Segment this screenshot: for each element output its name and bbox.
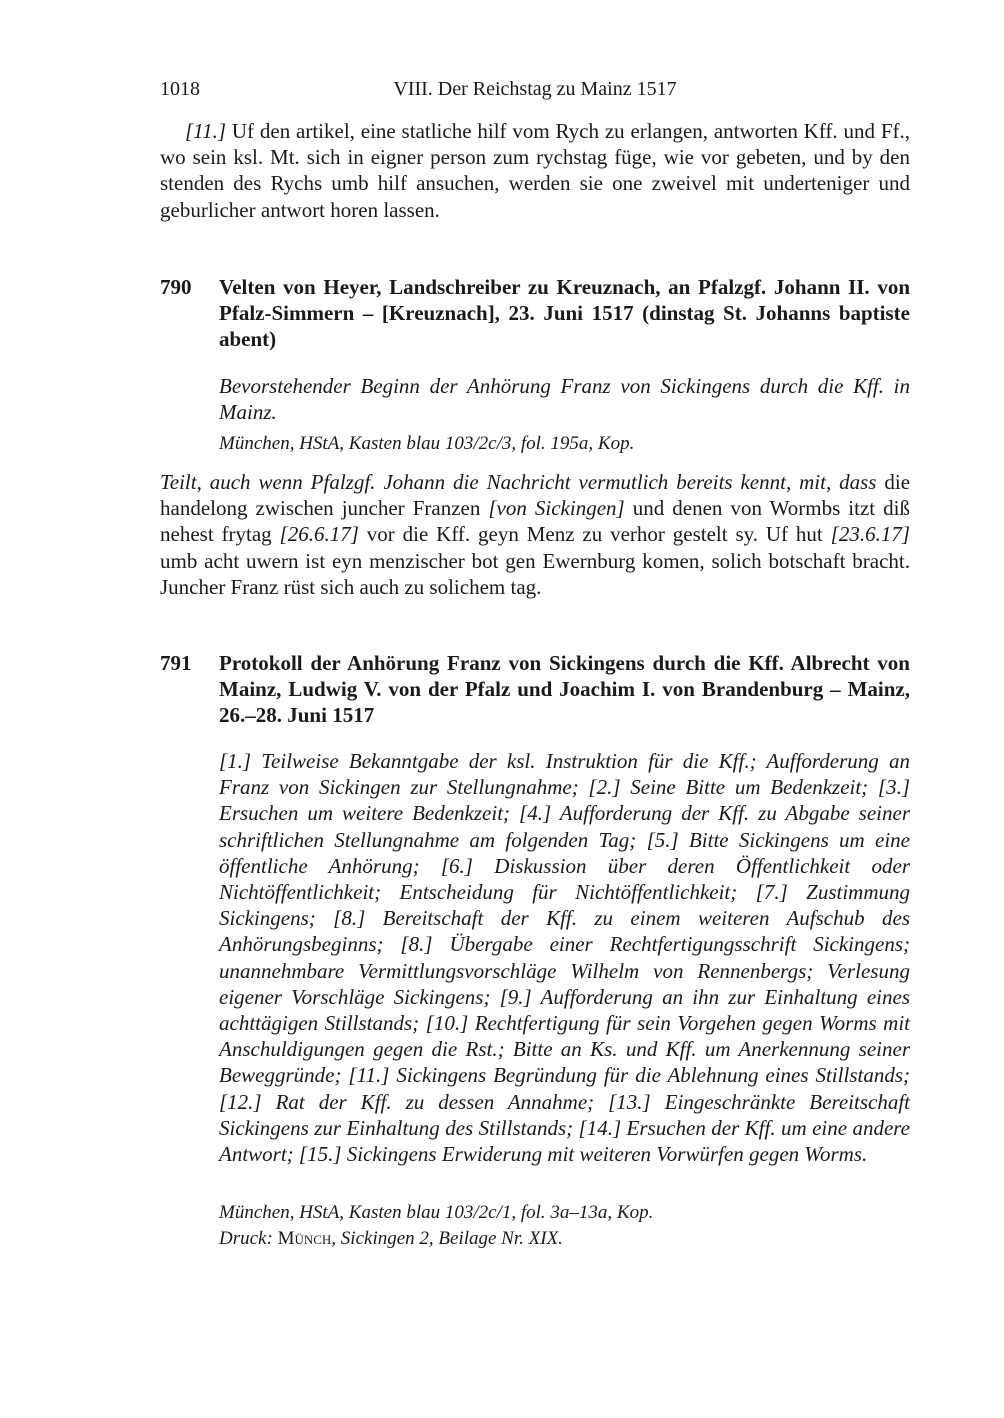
doc-title: Protokoll der Anhörung Franz von Sickingens durch die Kff. Albrecht von Mainz, Ludwig V. von der Pfalz und Joachim I. von Brandenburg – Mainz, 26.–28. Juni 1517	[219, 651, 910, 728]
text-run: und denen von Wormbs itzt diß nehest frytag	[160, 496, 911, 547]
doc-790-body	[160, 469, 910, 600]
paragraph-marker: [11.]	[185, 119, 227, 143]
doc-790-source: München, HStA, Kasten blau 103/2c/3, fol. 195a, Kop.	[219, 433, 635, 454]
doc-number: 790	[160, 275, 192, 299]
doc-791-heading	[160, 650, 910, 729]
doc-number: 791	[160, 651, 192, 675]
doc-790-heading	[160, 274, 910, 353]
running-title: VIII. Der Reichstag zu Mainz 1517	[393, 78, 677, 100]
text-run: umb acht uwern ist eyn menzischer bot gen Ewernburg komen, solich botschaft bracht. Juncher Franz rüst sich auch zu solichem tag.	[160, 548, 910, 599]
running-head	[160, 78, 910, 108]
doc-791-source: München, HStA, Kasten blau 103/2c/1, fol. 3a–13a, Kop.	[219, 1202, 654, 1223]
page-number: 1018	[160, 78, 200, 100]
doc-791-regest: [1.] Teilweise Bekanntgabe der ksl. Instruktion für die Kff.; Aufforderung an Franz von Sickingen zur Stellungnahme; [2.] Seine Bitte um Bedenkzeit; [3.] Ersuchen um weitere Bedenkzeit; [4.] Aufforderung der Kff. zu Abgabe seiner schriftlichen Stellungnahme am folgenden Tag; [5.] Bitte Sickingens um eine öffentliche Anhörung; [6.] Diskussion über deren Öffentlichkeit oder Nichtöffentlichkeit; Entscheidung für Nichtöffentlichkeit; [7.] Zustimmung Sickingens; [8.] Bereitschaft der Kff. zu einem weiteren Aufschub des Anhörungsbeginns; [8.] Übergabe einer Rechtfertigungsschrift Sickingens; unannehmbare Vermittlungsvorschläge Wilhelm von Rennenbergs; Verlesung eigener Vorschläge Sickingens; [9.] Aufforderung an ihn zur Einhaltung eines achttägigen Stillstands; [10.] Rechtfertigung für sein Vorgehen gegen Worms mit Anschuldigungen gegen die Rst.; Bitte an Ks. und Kff. um Anerkennung seiner Beweggründe; [11.] Sickingens Begründung für die Ablehnung eines Stillstands; [12.] Rat der Kff. zu dessen Annahme; [13.] Eingeschränkte Bereitschaft Sickingens zur Einhaltung des Stillstands; [14.] Ersuchen der Kff. um eine andere Antwort; [15.] Sickingens Erwiderung mit weiteren Vorwürfen gegen Worms.	[219, 749, 910, 1167]
editorial-note: [von Sickingen]	[488, 496, 625, 521]
text-run: vor die Kff. geyn Menz zu verhor gestelt sy. Uf hut	[358, 522, 831, 547]
editorial-intro: Teilt, auch wenn Pfalzgf. Johann die Nachricht vermutlich bereits kennt, mit, dass	[160, 470, 877, 494]
text-run: die handelong zwischen juncher Franzen	[160, 470, 911, 521]
paragraph-11	[160, 118, 910, 223]
doc-791-print-reference	[219, 1226, 910, 1252]
paragraph-text: Uf den artikel, eine statliche hilf vom Rych zu erlangen, antworten Kff. und Ff., wo sein ksl. Mt. sich in eigner person zum rychstag füge, wie vor gebeten, und by den stenden des Rychs umb hilf ansuchen, werden sie one zweivel mit underteniger und geburlicher antwort horen lassen.	[160, 119, 911, 222]
editorial-date: [23.6.17]	[830, 522, 910, 547]
print-author: Münch	[277, 1228, 332, 1249]
doc-title: Velten von Heyer, Landschreiber zu Kreuznach, an Pfalzgf. Johann II. von Pfalz-Simmern – [Kreuznach], 23. Juni 1517 (dinstag St. Johanns baptiste abent)	[219, 275, 910, 352]
print-ref: , Sickingen 2, Beilage Nr. XIX.	[331, 1228, 563, 1249]
print-label: Druck:	[219, 1228, 273, 1249]
doc-790-regest: Bevorstehender Beginn der Anhörung Franz von Sickingens durch die Kff. in Mainz.	[219, 374, 910, 425]
editorial-date: [26.6.17]	[279, 522, 359, 547]
